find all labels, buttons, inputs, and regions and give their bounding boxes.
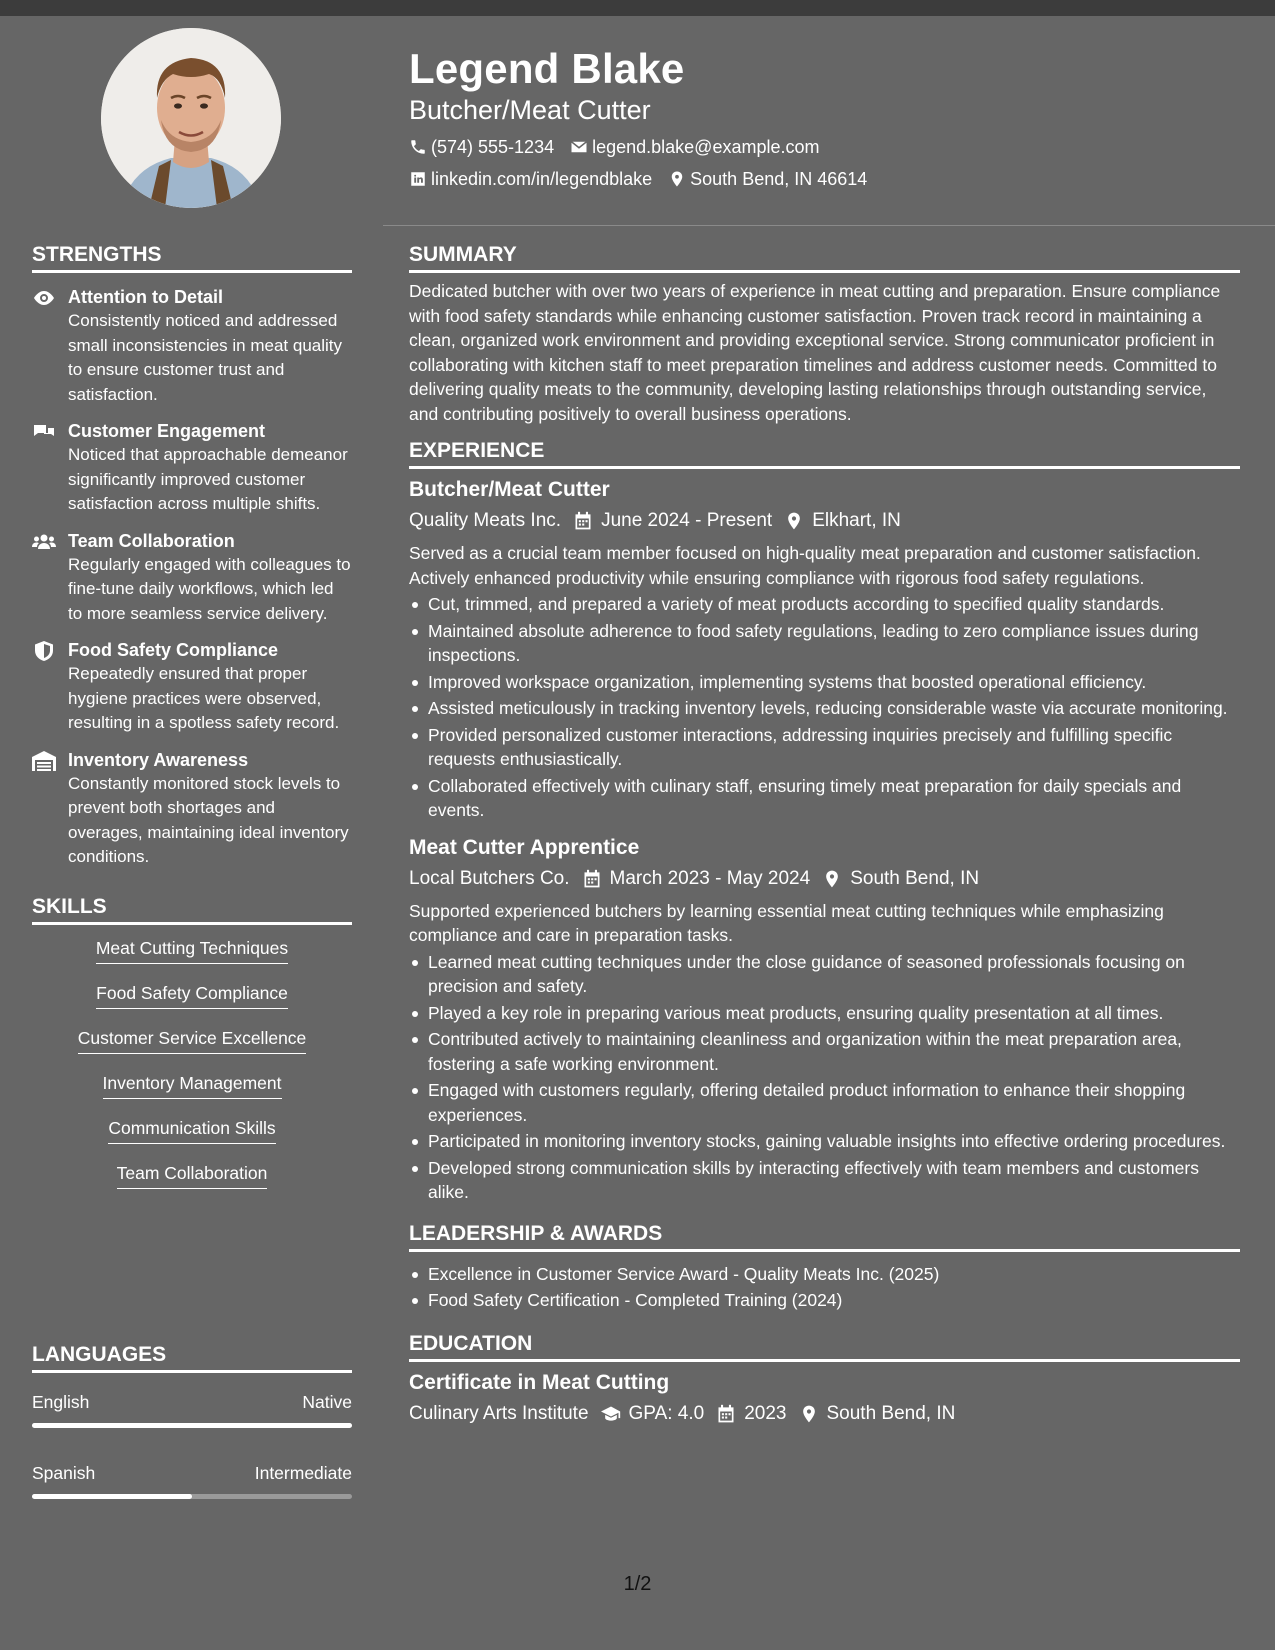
calendar-icon <box>582 869 602 889</box>
education-location: South Bend, IN <box>826 1402 956 1424</box>
calendar-icon <box>573 511 593 531</box>
list-item: Developed strong communication skills by interacting effectively with team members and customers alike. <box>409 1156 1240 1205</box>
envelope-icon <box>570 138 588 156</box>
calendar-icon <box>716 1404 736 1424</box>
education-section <box>409 1331 1240 1426</box>
map-marker-icon <box>822 869 842 889</box>
experience-heading: EXPERIENCE <box>409 438 1240 469</box>
job-dates: June 2024 - Present <box>601 510 773 531</box>
comments-icon <box>32 422 56 442</box>
strength-title: Attention to Detail <box>68 287 223 307</box>
list-item: Maintained absolute adherence to food safety regulations, leading to zero compliance issues during inspections. <box>409 619 1240 668</box>
strength-title: Food Safety Compliance <box>68 640 279 660</box>
phone-text: (574) 555-1234 <box>431 136 555 157</box>
strength-item <box>32 420 352 517</box>
linkedin-icon <box>409 170 427 188</box>
education-meta <box>409 1402 1240 1426</box>
skill-tag: Communication Skills <box>108 1117 275 1144</box>
strength-item <box>32 530 352 627</box>
language-bar <box>32 1423 352 1428</box>
list-item: Assisted meticulously in tracking inventory levels, reducing considerable waste via accurate monitoring. <box>409 696 1240 721</box>
job-entry-title: Butcher/Meat Cutter <box>409 478 610 501</box>
contact-email[interactable] <box>570 137 819 158</box>
candidate-name: Legend Blake <box>409 45 685 92</box>
strength-desc: Constantly monitored stock levels to prevent both shortages and overages, maintaining ideal inventory conditions. <box>68 773 349 866</box>
phone-icon <box>409 138 427 156</box>
language-bar-fill <box>32 1494 192 1499</box>
job-meta <box>409 509 1240 533</box>
job-dates: March 2023 - May 2024 <box>609 867 811 889</box>
strength-desc: Noticed that approachable demeanor significantly improved customer satisfaction across multiple shifts. <box>68 445 348 513</box>
skill-tag: Inventory Management <box>103 1072 282 1099</box>
strength-desc: Repeatedly ensured that proper hygiene practices were observed, resulting in a spotless safety record. <box>68 664 340 732</box>
job-description: Supported experienced butchers by learning essential meat cutting techniques while emphasizing compliance and care in preparation tasks. <box>409 900 1164 945</box>
strength-item <box>32 749 352 870</box>
skill-tag: Team Collaboration <box>117 1162 268 1189</box>
location-text: South Bend, IN 46614 <box>690 168 868 189</box>
strength-desc: Consistently noticed and addressed small inconsistencies in meat quality to ensure customer trust and satisfaction. <box>68 311 343 404</box>
languages-heading: LANGUAGES <box>32 1342 352 1373</box>
list-item: Engaged with customers regularly, offering detailed product information to enhance their shopping experiences. <box>409 1078 1240 1127</box>
job-company: Local Butchers Co. <box>409 867 570 889</box>
graduation-cap-icon <box>601 1404 621 1424</box>
job-entry <box>409 477 1240 823</box>
degree-title: Certificate in Meat Cutting <box>409 1370 670 1394</box>
skill-tag: Customer Service Excellence <box>78 1027 307 1054</box>
list-item: Participated in monitoring inventory stocks, gaining valuable insights into effective ordering procedures. <box>409 1129 1240 1154</box>
map-marker-icon <box>799 1404 819 1424</box>
summary-heading: SUMMARY <box>409 242 1240 273</box>
education-gpa: GPA: 4.0 <box>628 1402 705 1424</box>
language-bar-fill <box>32 1423 352 1428</box>
language-name: Spanish <box>32 1463 96 1483</box>
skill-tag: Meat Cutting Techniques <box>96 937 288 964</box>
language-level: Intermediate <box>254 1463 352 1483</box>
language-item <box>32 1391 352 1428</box>
list-item: Played a key role in preparing various meat products, ensuring quality presentation at all times. <box>409 1001 1240 1026</box>
skills-heading: SKILLS <box>32 894 352 925</box>
eye-icon <box>32 288 56 308</box>
map-marker-icon <box>784 511 804 531</box>
list-item: Contributed actively to maintaining cleanliness and organization within the meat preparation area, fostering a safe working environment. <box>409 1027 1240 1076</box>
linkedin-text: linkedin.com/in/legendblake <box>431 168 653 189</box>
list-item: Food Safety Certification - Completed Training (2024) <box>409 1288 1240 1313</box>
school-name: Culinary Arts Institute <box>409 1402 589 1424</box>
skills-list <box>32 937 352 1207</box>
language-name: English <box>32 1392 90 1412</box>
strength-title: Team Collaboration <box>68 530 235 551</box>
job-title: Butcher/Meat Cutter <box>409 95 651 125</box>
language-level: Native <box>302 1392 352 1412</box>
job-entry <box>409 835 1240 1205</box>
list-item: Collaborated effectively with culinary staff, ensuring timely meat preparation for daily specials and events. <box>409 774 1240 823</box>
contact-phone[interactable] <box>409 137 554 158</box>
users-icon <box>32 532 56 552</box>
profile-photo <box>101 28 281 208</box>
summary-text: Dedicated butcher with over two years of experience in meat cutting and preparation. Ensure compliance with food safety standards while enhancing customer satisfaction. Proven track record in maintaining a clean, organized work environment and providing exceptional service. Strong communicator proficient in collaborating with kitchen staff to meet preparation timelines and address customer needs. Committed to delivering quality meats to the community, developing lasting relationships through outstanding service, and contributing positively to overall business operations. <box>409 281 1221 424</box>
right-column <box>409 242 1240 1426</box>
strengths-heading: STRENGTHS <box>32 242 352 273</box>
education-heading: EDUCATION <box>409 1331 1240 1362</box>
shield-icon <box>32 641 56 661</box>
strength-item <box>32 639 352 736</box>
page-number: 1/2 <box>623 1573 652 1595</box>
list-item: Excellence in Customer Service Award - Quality Meats Inc. (2025) <box>409 1262 1240 1287</box>
awards-list <box>409 1262 1240 1313</box>
job-bullets <box>409 950 1240 1205</box>
contact-location <box>668 169 867 190</box>
map-marker-icon <box>668 170 686 188</box>
email-text: legend.blake@example.com <box>592 136 820 157</box>
warehouse-icon <box>32 751 56 771</box>
contact-row-1 <box>409 136 1229 158</box>
list-item: Improved workspace organization, implementing systems that boosted operational efficiency. <box>409 670 1240 695</box>
languages-section <box>32 1342 352 1499</box>
avatar <box>101 28 281 208</box>
left-column <box>32 242 352 1207</box>
job-company: Quality Meats Inc. <box>409 510 562 531</box>
skill-tag: Food Safety Compliance <box>96 982 288 1009</box>
list-item: Cut, trimmed, and prepared a variety of meat products according to specified quality standards. <box>409 592 1240 617</box>
awards-heading: LEADERSHIP & AWARDS <box>409 1221 1240 1252</box>
education-year: 2023 <box>744 1402 787 1424</box>
strength-title: Customer Engagement <box>68 421 266 441</box>
top-bar <box>0 0 1275 16</box>
strength-title: Inventory Awareness <box>68 749 249 770</box>
contact-row-2 <box>409 168 1229 190</box>
job-bullets <box>409 592 1240 823</box>
strength-desc: Regularly engaged with colleagues to fine-tune daily workflows, which led to more seamless service delivery. <box>68 554 351 623</box>
job-entry-title: Meat Cutter Apprentice <box>409 835 640 859</box>
experience-section <box>409 438 1240 1205</box>
language-item <box>32 1462 352 1499</box>
job-meta <box>409 867 1240 891</box>
header-divider <box>383 225 1275 226</box>
contact-linkedin[interactable] <box>409 169 652 190</box>
strength-item <box>32 286 352 407</box>
job-description: Served as a crucial team member focused on high-quality meat preparation and customer satisfaction. Actively enhanced productivity while ensuring compliance with rigorous food safety regulations. <box>409 543 1201 588</box>
header <box>409 44 1229 190</box>
list-item: Learned meat cutting techniques under the close guidance of seasoned professionals focusing on precision and safety. <box>409 950 1240 999</box>
language-bar <box>32 1494 352 1499</box>
list-item: Provided personalized customer interactions, addressing inquiries precisely and fulfilling specific requests enthusiastically. <box>409 723 1240 772</box>
skills-section <box>32 894 352 1207</box>
job-location: South Bend, IN <box>850 867 980 889</box>
job-location: Elkhart, IN <box>812 510 901 531</box>
awards-section <box>409 1221 1240 1313</box>
